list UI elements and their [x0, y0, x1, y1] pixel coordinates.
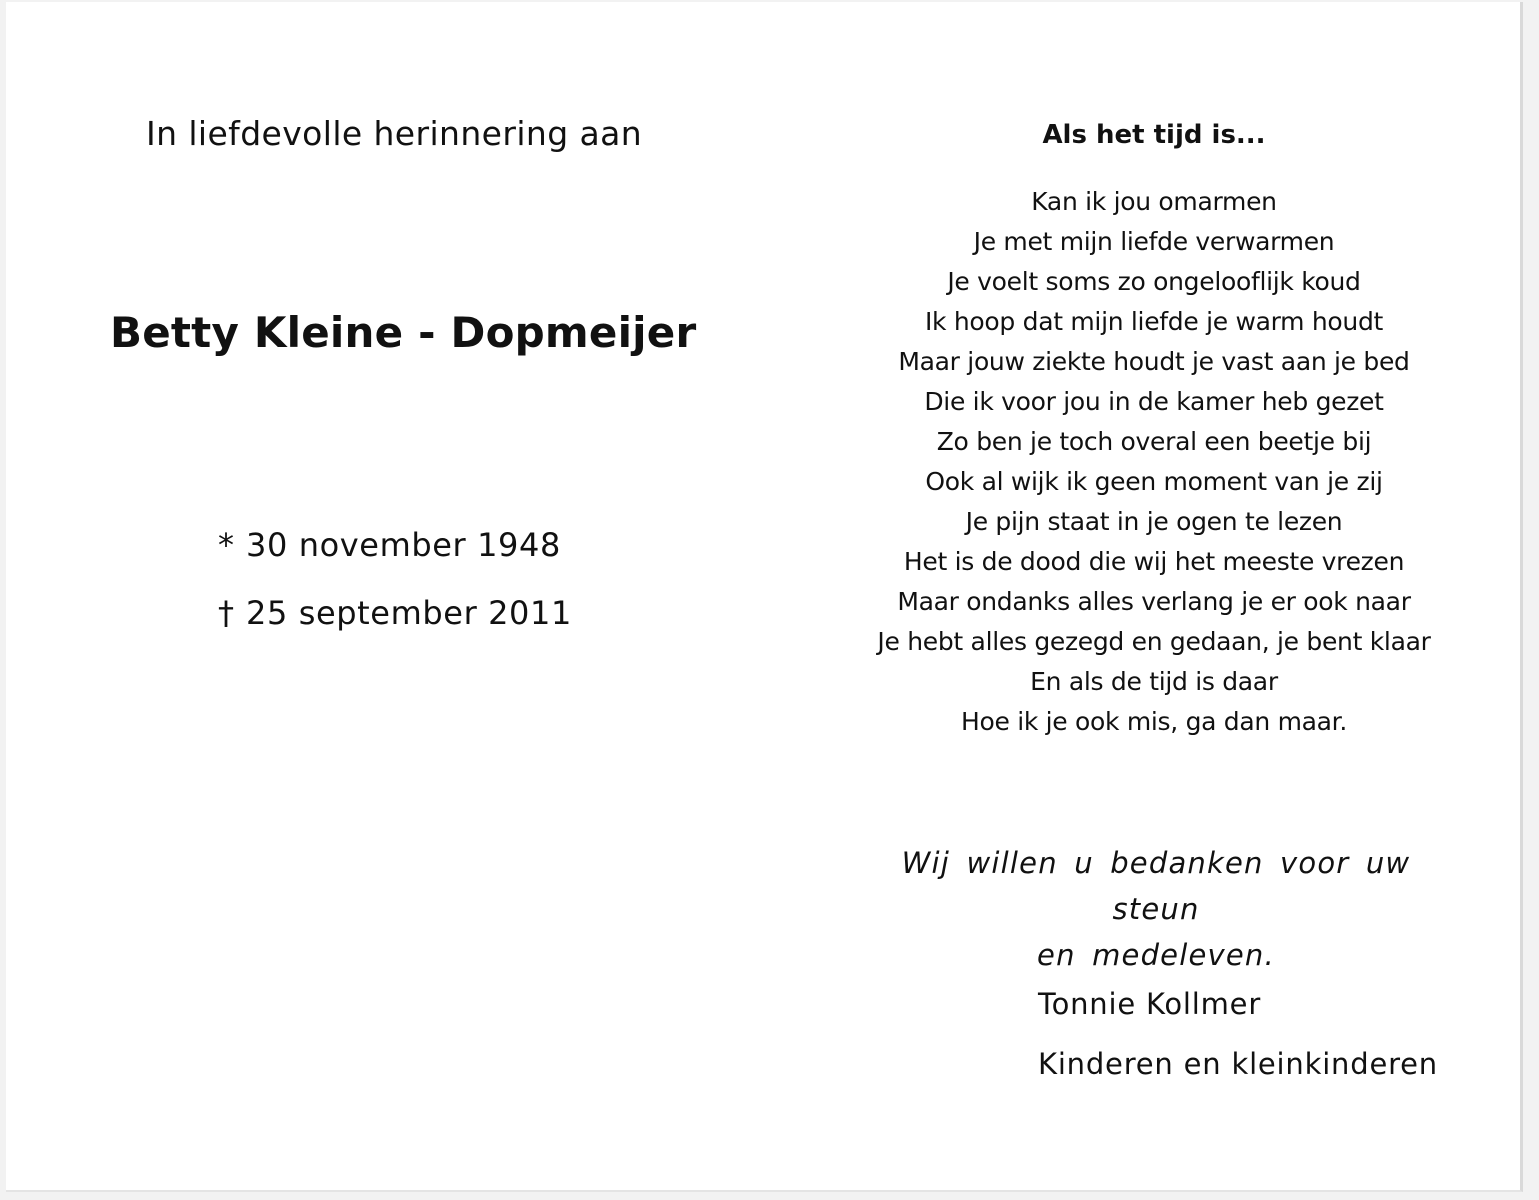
memorial-card — [6, 2, 1523, 1192]
poem-line: Je pijn staat in je ogen te lezen — [965, 507, 1343, 536]
poem-line: Het is de dood die wij het meeste vrezen — [903, 547, 1405, 576]
thanks-message — [856, 840, 1456, 978]
thanks-line: Wij willen u bedanken voor uw steun — [901, 846, 1411, 926]
poem-line: Maar ondanks alles verlang je er ook naar — [897, 587, 1411, 616]
birth-date: 30 november 1948 — [246, 526, 561, 564]
poem-line: Kan ik jou omarmen — [1031, 187, 1277, 216]
thanks-line: en medeleven. — [1037, 938, 1275, 972]
poem-line: Ik hoop dat mijn liefde je warm houdt — [924, 307, 1384, 336]
intro-text: In liefdevolle herinnering aan — [146, 114, 643, 153]
poem-line: Zo ben je toch overal een beetje bij — [936, 427, 1372, 456]
poem — [854, 182, 1454, 742]
poem-line: Die ik voor jou in de kamer heb gezet — [924, 387, 1384, 416]
poem-line: Je met mijn liefde verwarmen — [973, 227, 1335, 256]
death-cross-mark: † — [218, 594, 235, 632]
signature-name: Tonnie Kollmer — [1038, 987, 1262, 1021]
death-date: 25 september 2011 — [246, 594, 572, 632]
signature-family: Kinderen en kleinkinderen — [1038, 1047, 1438, 1081]
poem-line: Hoe ik je ook mis, ga dan maar. — [960, 707, 1348, 736]
poem-line: Maar jouw ziekte houdt je vast aan je bed — [898, 347, 1410, 376]
death-date-line — [218, 594, 572, 632]
poem-line: Ook al wijk ik geen moment van je zij — [925, 467, 1383, 496]
poem-line: Je voelt soms zo ongelooflijk koud — [947, 267, 1361, 296]
birth-mark: * — [218, 526, 235, 564]
birth-date-line — [218, 526, 561, 564]
poem-line: Je hebt alles gezegd en gedaan, je bent klaar — [877, 627, 1431, 656]
poem-title: Als het tijd is... — [1042, 120, 1266, 150]
deceased-name: Betty Kleine - Dopmeijer — [110, 308, 697, 357]
poem-line: En als de tijd is daar — [1030, 667, 1278, 696]
